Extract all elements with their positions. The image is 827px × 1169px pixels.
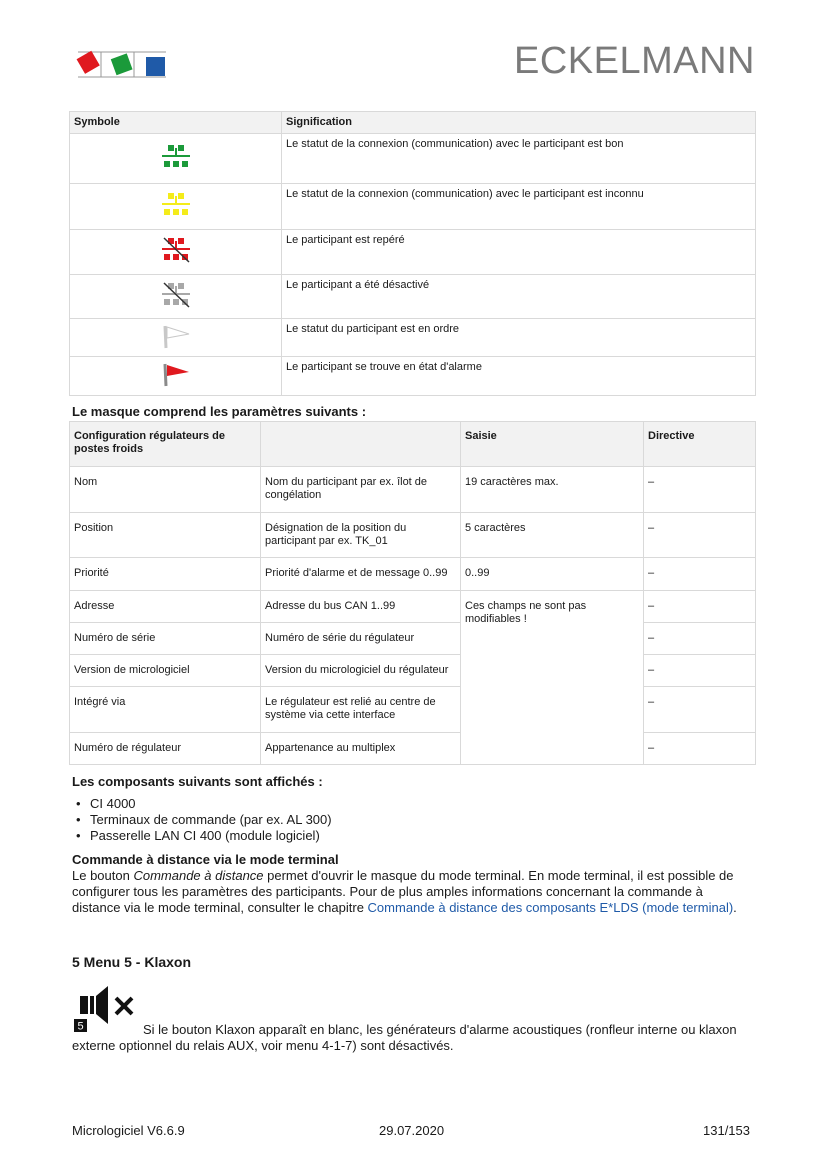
network-ok-icon xyxy=(161,144,191,170)
param-input: 0..99 xyxy=(461,558,644,591)
eckelmann-logo-marks xyxy=(72,44,168,80)
param-name: Priorité xyxy=(70,558,261,591)
params-table xyxy=(69,421,756,765)
table-row xyxy=(70,687,756,733)
params-header-directive: Directive xyxy=(644,422,756,467)
footer-date: 29.07.2020 xyxy=(379,1123,445,1138)
list-item: • CI 4000 xyxy=(76,796,332,812)
symbol-meaning: Le participant se trouve en état d'alarme xyxy=(282,357,756,396)
table-row xyxy=(70,591,756,623)
remote-paragraph: Le bouton Commande à distance permet d'ouvrir le masque du mode terminal. En mode terminal, il est possible de configurer tous les paramètres des participants. Pour de plus amples informations concernant la commande à distance via le mode terminal, consulter le chapitre Commande à distance des composants E*LDS (mode terminal). xyxy=(72,868,737,915)
symbol-meaning: Le statut de la connexion (communication) avec le participant est inconnu xyxy=(282,184,756,230)
param-directive: – xyxy=(644,467,756,513)
table-row xyxy=(70,623,756,655)
param-name: Version de micrologiciel xyxy=(70,655,261,687)
table-row xyxy=(70,184,756,230)
remote-heading: Commande à distance via le mode terminal xyxy=(72,852,339,867)
param-name: Intégré via xyxy=(70,687,261,733)
table-row xyxy=(70,513,756,558)
table-row xyxy=(70,319,756,357)
symbol-meaning: Le participant est repéré xyxy=(282,230,756,275)
footer-page-number: 131/153 xyxy=(703,1123,750,1138)
param-directive: – xyxy=(644,513,756,558)
param-name: Adresse xyxy=(70,591,261,623)
param-input-readonly: Ces champs ne sont pas modifiables ! xyxy=(461,591,644,765)
network-disabled-icon xyxy=(161,282,191,308)
params-header-blank xyxy=(261,422,461,467)
param-desc: Nom du participant par ex. îlot de congélation xyxy=(261,467,461,513)
table-row xyxy=(70,357,756,396)
params-header-config: Configuration régulateurs de postes froids xyxy=(70,422,261,467)
components-heading: Les composants suivants sont affichés : xyxy=(72,774,323,789)
param-desc: Numéro de série du régulateur xyxy=(261,623,461,655)
param-desc: Appartenance au multiplex xyxy=(261,733,461,765)
brand-wordmark: ECKELMANN xyxy=(514,40,755,82)
params-heading: Le masque comprend les paramètres suivants : xyxy=(72,404,367,419)
table-row xyxy=(70,733,756,765)
param-directive: – xyxy=(644,655,756,687)
table-row xyxy=(70,275,756,319)
param-name: Numéro de régulateur xyxy=(70,733,261,765)
param-desc: Désignation de la position du participant par ex. TK_01 xyxy=(261,513,461,558)
param-input: 19 caractères max. xyxy=(461,467,644,513)
param-directive: – xyxy=(644,591,756,623)
symbols-header-meaning: Signification xyxy=(282,112,756,134)
params-header-input: Saisie xyxy=(461,422,644,467)
list-item: • Passerelle LAN CI 400 (module logiciel) xyxy=(76,828,332,844)
param-directive: – xyxy=(644,687,756,733)
param-desc: Le régulateur est relié au centre de système via cette interface xyxy=(261,687,461,733)
param-name: Numéro de série xyxy=(70,623,261,655)
param-desc: Version du micrologiciel du régulateur xyxy=(261,655,461,687)
flag-white-icon xyxy=(160,323,192,349)
table-row xyxy=(70,230,756,275)
symbols-table xyxy=(69,111,756,396)
symbol-meaning: Le statut de la connexion (communication) avec le participant est bon xyxy=(282,134,756,184)
param-desc: Priorité d'alarme et de message 0..99 xyxy=(261,558,461,591)
table-row xyxy=(70,558,756,591)
symbol-meaning: Le participant a été désactivé xyxy=(282,275,756,319)
param-input: 5 caractères xyxy=(461,513,644,558)
components-list xyxy=(76,796,332,844)
flag-red-icon xyxy=(160,361,192,387)
menu5-text: Si le bouton Klaxon apparaît en blanc, les générateurs d'alarme acoustiques (ronfleur interne ou klaxon externe optionnel du relais AUX, voir menu 4-1-7) sont désactivés. xyxy=(72,1022,737,1053)
param-directive: – xyxy=(644,623,756,655)
menu5-heading: 5 Menu 5 - Klaxon xyxy=(72,954,192,970)
terminal-mode-link[interactable]: Commande à distance des composants E*LDS (mode terminal) xyxy=(367,900,734,915)
klaxon-icon-badge: 5 xyxy=(77,1020,84,1032)
param-directive: – xyxy=(644,558,756,591)
network-marked-icon xyxy=(161,237,191,263)
footer-firmware: Micrologiciel V6.6.9 xyxy=(72,1123,185,1138)
table-row xyxy=(70,655,756,687)
table-row xyxy=(70,467,756,513)
param-name: Position xyxy=(70,513,261,558)
table-row xyxy=(70,134,756,184)
remote-button-name: Commande à distance xyxy=(133,868,264,883)
param-desc: Adresse du bus CAN 1..99 xyxy=(261,591,461,623)
symbol-meaning: Le statut du participant est en ordre xyxy=(282,319,756,357)
network-unknown-icon xyxy=(161,192,191,218)
symbols-header-symbol: Symbole xyxy=(70,112,282,134)
param-directive: – xyxy=(644,733,756,765)
list-item: • Terminaux de commande (par ex. AL 300) xyxy=(76,812,332,828)
param-name: Nom xyxy=(70,467,261,513)
